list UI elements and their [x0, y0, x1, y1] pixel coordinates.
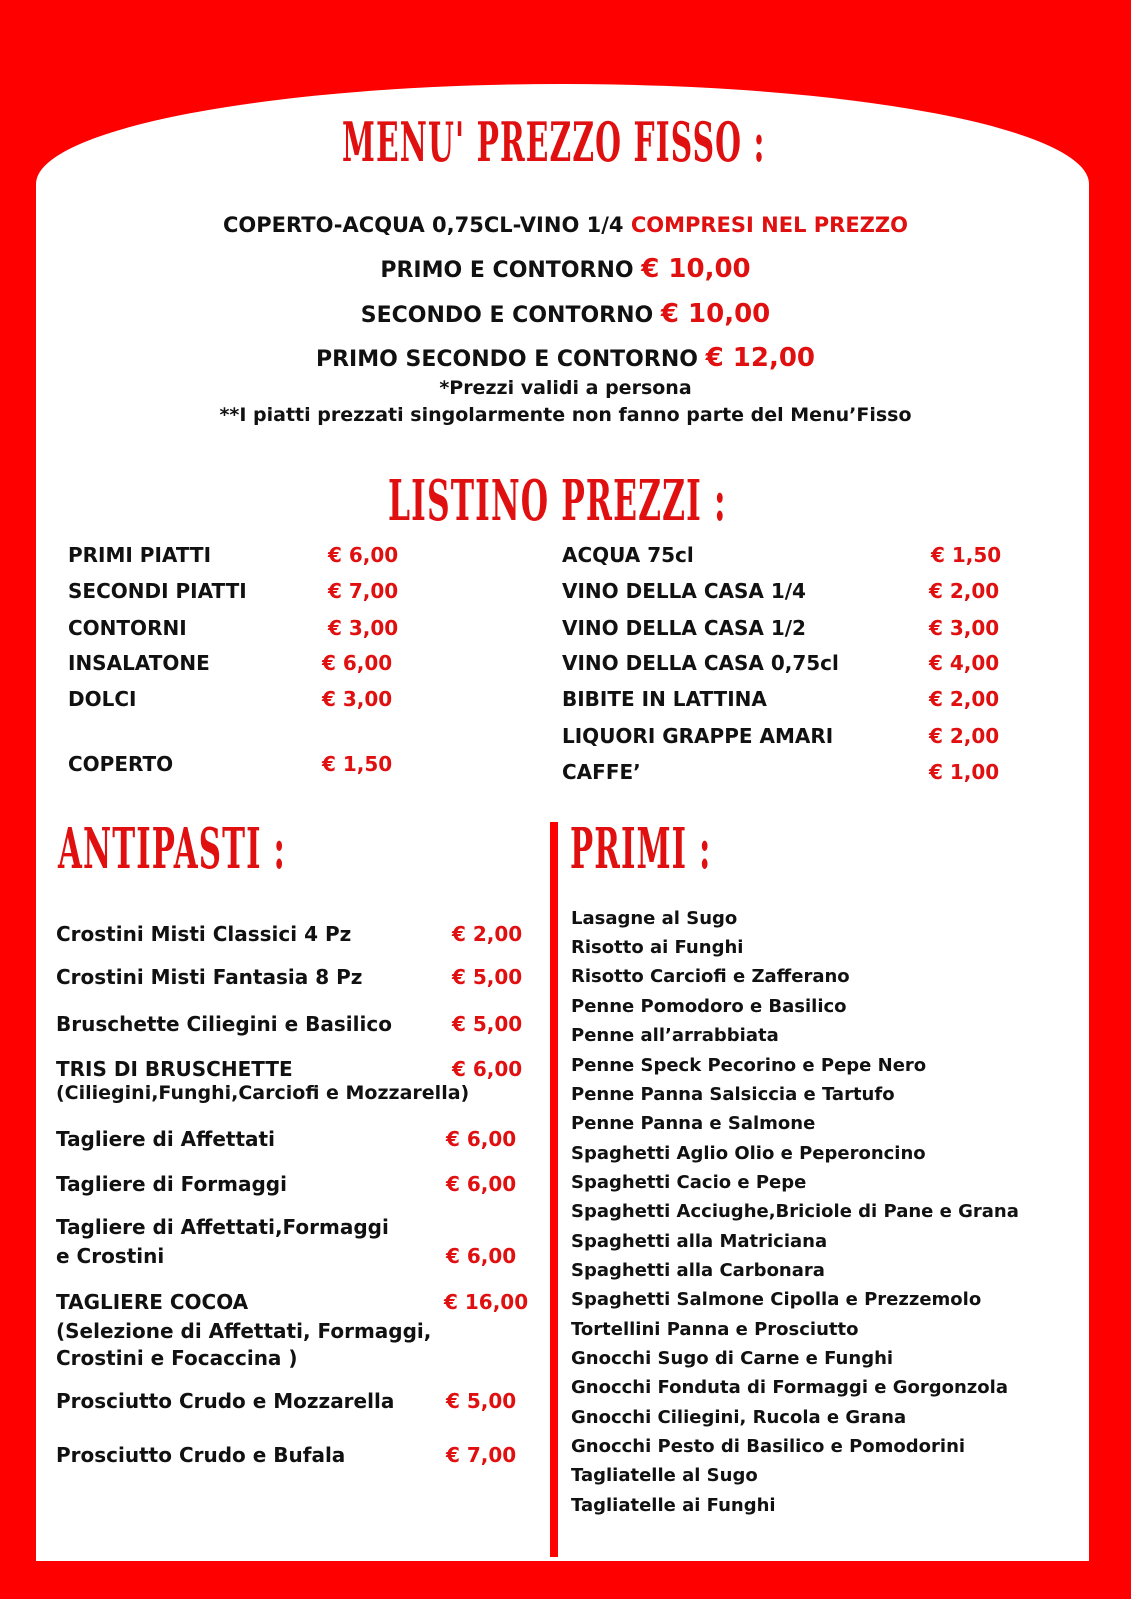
antipasto-price: € 6,00 — [446, 1127, 517, 1151]
antipasto-price: € 2,00 — [452, 922, 523, 946]
antipasto-description: Crostini e Focaccina ) — [56, 1346, 298, 1370]
primo-item: Tortellini Panna e Prosciutto — [571, 1319, 859, 1340]
fixed-offer-price: € 12,00 — [705, 343, 816, 373]
antipasto-name: Tagliere di Affettati,Formaggi — [56, 1215, 389, 1239]
antipasto-price: € 6,00 — [452, 1057, 523, 1081]
primo-item: Spaghetti alla Matriciana — [571, 1231, 828, 1252]
fixed-menu-note-2: **I piatti prezzati singolarmente non fanno parte del Menu’Fisso — [219, 404, 912, 426]
antipasto-name: TAGLIERE COCOA — [56, 1290, 249, 1314]
price-list-left-price: € 3,00 — [328, 616, 399, 640]
price-list-right-price: € 2,00 — [929, 724, 1000, 748]
antipasto-name: Bruschette Ciliegini e Basilico — [56, 1012, 392, 1036]
price-list-right-label: BIBITE IN LATTINA — [562, 687, 767, 711]
price-list-left-label: COPERTO — [68, 752, 174, 776]
price-list-left-label: PRIMI PIATTI — [68, 543, 212, 567]
primi-title: PRIMI : — [570, 816, 712, 882]
antipasto-price: € 5,00 — [452, 1012, 523, 1036]
price-list-right-price: € 3,00 — [929, 616, 1000, 640]
antipasto-price: € 5,00 — [452, 965, 523, 989]
fixed-menu-title: MENU' PREZZO FISSO : — [342, 110, 766, 174]
antipasti-title: ANTIPASTI : — [58, 816, 286, 882]
primo-item: Gnocchi Pesto di Basilico e Pomodorini — [571, 1436, 966, 1457]
price-list-left-price: € 7,00 — [328, 579, 399, 603]
primo-item: Gnocchi Sugo di Carne e Funghi — [571, 1348, 894, 1369]
price-list-left-price: € 6,00 — [328, 543, 399, 567]
antipasto-description: (Selezione di Affettati, Formaggi, — [56, 1319, 432, 1343]
price-list-right-price: € 4,00 — [929, 651, 1000, 675]
antipasto-name: Prosciutto Crudo e Mozzarella — [56, 1389, 395, 1413]
primo-item: Spaghetti Aglio Olio e Peperoncino — [571, 1143, 926, 1164]
price-list-left-price: € 1,50 — [322, 752, 393, 776]
fixed-offer-price: € 10,00 — [660, 299, 771, 329]
price-list-right-price: € 2,00 — [929, 579, 1000, 603]
fixed-offer — [0, 299, 1131, 329]
price-list-right-price: € 1,50 — [931, 543, 1002, 567]
fixed-offer-price: € 10,00 — [641, 254, 751, 284]
fixed-menu-included — [0, 213, 1131, 237]
antipasto-name: Crostini Misti Fantasia 8 Pz — [56, 965, 363, 989]
antipasto-name: TRIS DI BRUSCHETTE — [56, 1057, 293, 1081]
primo-item: Lasagne al Sugo — [571, 908, 738, 929]
price-list-right-price: € 2,00 — [929, 687, 1000, 711]
price-list-left-label: DOLCI — [68, 687, 137, 711]
price-list-title: LISTINO PREZZI : — [388, 468, 727, 534]
primo-item: Penne all’arrabbiata — [571, 1025, 779, 1046]
fixed-offer-label: PRIMO E CONTORNO — [380, 258, 634, 283]
primo-item: Risotto Carciofi e Zafferano — [571, 966, 850, 987]
primo-item: Penne Pomodoro e Basilico — [571, 996, 847, 1017]
price-list-right-label: VINO DELLA CASA 0,75cl — [562, 651, 839, 675]
price-list-right-label: CAFFE’ — [562, 760, 641, 784]
antipasto-price: € 7,00 — [446, 1443, 517, 1467]
antipasto-name-line2: e Crostini — [56, 1244, 165, 1268]
price-list-left-label: INSALATONE — [68, 651, 210, 675]
column-divider — [550, 822, 558, 1557]
price-list-left-price: € 6,00 — [322, 651, 393, 675]
price-list-right-label: LIQUORI GRAPPE AMARI — [562, 724, 834, 748]
primo-item: Spaghetti Acciughe,Briciole di Pane e Grana — [571, 1201, 1019, 1222]
price-list-right-label: VINO DELLA CASA 1/4 — [562, 579, 806, 603]
primo-item: Risotto ai Funghi — [571, 937, 744, 958]
primo-item: Tagliatelle al Sugo — [571, 1465, 758, 1486]
antipasto-name: Prosciutto Crudo e Bufala — [56, 1443, 346, 1467]
included-items: COPERTO-ACQUA 0,75CL-VINO 1/4 — [223, 213, 624, 237]
price-list-left-label: SECONDI PIATTI — [68, 579, 247, 603]
fixed-offer-label: SECONDO E CONTORNO — [360, 303, 654, 328]
primo-item: Penne Speck Pecorino e Pepe Nero — [571, 1055, 927, 1076]
included-note: COMPRESI NEL PREZZO — [630, 213, 908, 237]
primo-item: Spaghetti Cacio e Pepe — [571, 1172, 807, 1193]
antipasto-name: Tagliere di Formaggi — [56, 1172, 287, 1196]
primo-item: Penne Panna e Salmone — [571, 1113, 816, 1134]
antipasto-price: € 6,00 — [446, 1172, 517, 1196]
price-list-right-price: € 1,00 — [929, 760, 1000, 784]
price-list-left-label: CONTORNI — [68, 616, 187, 640]
fixed-offer — [0, 343, 1131, 373]
antipasto-description: (Ciliegini,Funghi,Carciofi e Mozzarella) — [56, 1082, 470, 1104]
fixed-offer-label: PRIMO SECONDO E CONTORNO — [315, 347, 698, 372]
antipasto-price: € 16,00 — [444, 1290, 529, 1314]
primo-item: Tagliatelle ai Funghi — [571, 1495, 776, 1516]
primo-item: Spaghetti Salmone Cipolla e Prezzemolo — [571, 1289, 982, 1310]
antipasto-name: Crostini Misti Classici 4 Pz — [56, 922, 352, 946]
fixed-menu-note-1: *Prezzi validi a persona — [439, 377, 692, 399]
price-list-right-label: VINO DELLA CASA 1/2 — [562, 616, 806, 640]
price-list-right-label: ACQUA 75cl — [562, 543, 694, 567]
fixed-offer — [0, 254, 1131, 284]
primo-item: Spaghetti alla Carbonara — [571, 1260, 825, 1281]
antipasto-price: € 6,00 — [446, 1244, 517, 1268]
primo-item: Gnocchi Ciliegini, Rucola e Grana — [571, 1407, 907, 1428]
antipasto-name: Tagliere di Affettati — [56, 1127, 275, 1151]
antipasto-price: € 5,00 — [446, 1389, 517, 1413]
price-list-left-price: € 3,00 — [322, 687, 393, 711]
primo-item: Penne Panna Salsiccia e Tartufo — [571, 1084, 895, 1105]
primo-item: Gnocchi Fonduta di Formaggi e Gorgonzola — [571, 1377, 1008, 1398]
